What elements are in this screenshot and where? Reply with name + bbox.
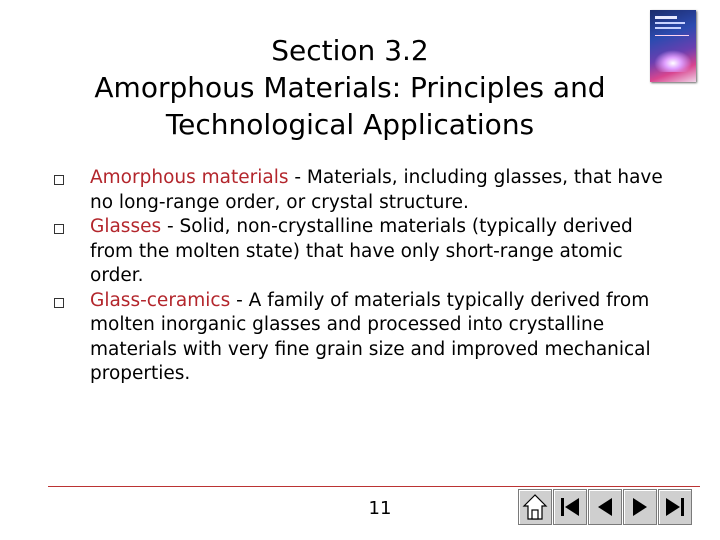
home-button[interactable] [518, 489, 552, 525]
first-slide-icon [554, 490, 586, 524]
square-bullet-icon [54, 175, 64, 185]
bullet-definition: - A family of materials typically derived from molten inorganic glasses and processed into crystalline materials with very fine grain size and improved mechanical properties. [90, 289, 651, 384]
title-line-3: Technological Applications [165, 108, 535, 141]
bullet-definition: - Materials, including glasses, that have no long-range order, or crystal structure. [90, 167, 663, 213]
title-line-1: Section 3.2 [271, 34, 429, 67]
footer-divider [48, 486, 700, 487]
bullet-item [54, 166, 674, 215]
slide-title [20, 32, 680, 143]
title-line-2: Amorphous Materials: Principles and [94, 71, 606, 104]
next-slide-button[interactable] [623, 489, 657, 525]
last-slide-button[interactable] [658, 489, 692, 525]
previous-slide-icon [589, 490, 621, 524]
first-slide-button[interactable] [553, 489, 587, 525]
square-bullet-icon [54, 224, 64, 234]
next-slide-icon [624, 490, 656, 524]
book-cover-image [650, 10, 696, 82]
bullet-term: Glass-ceramics [90, 289, 231, 311]
bullet-list [54, 166, 674, 387]
bullet-term: Amorphous materials [90, 167, 289, 188]
home-icon [519, 490, 551, 524]
bullet-definition: - Solid, non-crystalline materials (typically derived from the molten state) that have only short-range atomic order. [90, 216, 633, 286]
bullet-term: Glasses [90, 216, 162, 237]
page-number: 11 [368, 498, 392, 519]
bullet-item [54, 215, 674, 289]
bullet-item [54, 289, 674, 387]
square-bullet-icon [54, 298, 64, 308]
last-slide-icon [659, 490, 691, 524]
previous-slide-button[interactable] [588, 489, 622, 525]
